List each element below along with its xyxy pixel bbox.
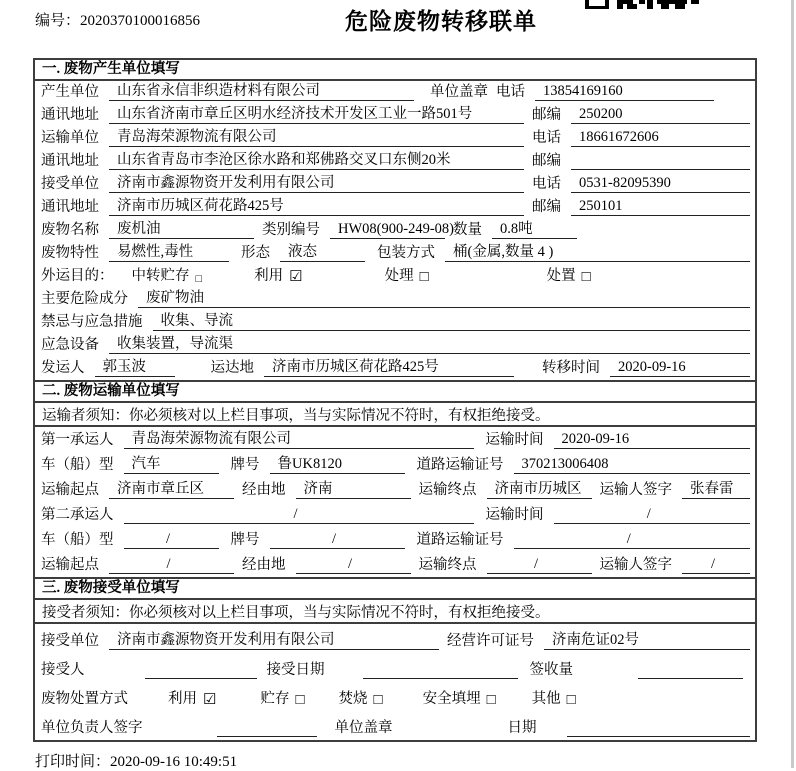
traits-value: 易燃性,毒性 bbox=[109, 240, 229, 262]
transport-time-label: 运输时间 bbox=[485, 432, 544, 448]
purpose-option-label: 处理 bbox=[384, 268, 414, 284]
print-time-label: 打印时间： bbox=[35, 754, 111, 770]
checkbox-treat: □ bbox=[419, 269, 429, 285]
row-hazard bbox=[35, 288, 755, 311]
road-permit1-value: 370213006408 bbox=[514, 456, 751, 474]
route-start-label: 运输起点 bbox=[41, 557, 99, 573]
row-vehicle-2 bbox=[35, 527, 755, 552]
producer-label: 产生单位 bbox=[41, 84, 99, 100]
page-title: 危险废物转移联单 bbox=[345, 9, 537, 34]
vehicle-type1-value: 汽车 bbox=[124, 452, 219, 474]
row-route-1 bbox=[35, 477, 755, 502]
receiver-notice: 接受者须知：你必须核对以上栏目事项，当与实际情况不符时，有权拒绝接受。 bbox=[35, 600, 755, 624]
row-responsible-sign bbox=[35, 711, 755, 740]
serial-label: 编号： bbox=[35, 13, 81, 29]
producer-phone-value: 13854169160 bbox=[535, 83, 714, 101]
purpose-option-label: 处置 bbox=[546, 268, 576, 284]
taboo-value: 收集、导流 bbox=[153, 309, 751, 331]
row-receiver-address bbox=[35, 196, 755, 219]
address-label: 通讯地址 bbox=[41, 199, 99, 215]
form-label: 形态 bbox=[241, 245, 270, 261]
row-carrier-2 bbox=[35, 502, 755, 527]
address-label: 通讯地址 bbox=[41, 107, 99, 123]
receive-person-value bbox=[145, 662, 257, 679]
checkbox-utilize-checked: ☑ bbox=[203, 692, 217, 708]
carrier-sign2-value: / bbox=[682, 556, 750, 574]
route-start1-value: 济南市章丘区 bbox=[109, 477, 234, 499]
phone-label: 电话 bbox=[532, 176, 561, 192]
row-waste-name bbox=[35, 219, 755, 242]
vehicle-type-label: 车（船）型 bbox=[41, 532, 114, 548]
disposal-label: 废物处置方式 bbox=[41, 691, 128, 707]
waste-qty-label: 数量 bbox=[453, 222, 482, 238]
receiver-value: 济南市鑫源物资开发利用有限公司 bbox=[109, 171, 524, 193]
road-permit-label: 道路运输证号 bbox=[416, 457, 504, 473]
checkbox-dispose: □ bbox=[581, 269, 591, 285]
section-producer-title: 一. 废物产生单位填写 bbox=[35, 60, 755, 81]
vehicle-type-label: 车（船）型 bbox=[41, 457, 114, 473]
route-via-label: 经由地 bbox=[242, 557, 286, 573]
plate-label: 牌号 bbox=[230, 532, 260, 548]
phone-label: 电话 bbox=[496, 84, 525, 100]
route-start-label: 运输起点 bbox=[41, 482, 99, 498]
transport-time-label: 运输时间 bbox=[485, 507, 544, 523]
business-permit-value: 济南危证02号 bbox=[544, 628, 750, 650]
transport-time2-value: / bbox=[554, 506, 751, 524]
receive-unit-label: 接受单位 bbox=[41, 633, 99, 649]
transporter-phone-value: 18661672606 bbox=[571, 129, 750, 147]
window-edge bbox=[791, 0, 794, 768]
section-transport bbox=[35, 403, 755, 577]
producer-value: 山东省永信非织造材料有限公司 bbox=[109, 79, 414, 101]
receiver-label: 接受单位 bbox=[41, 176, 99, 192]
sender-label: 发运人 bbox=[41, 360, 85, 376]
transfer-time-value: 2020-09-16 bbox=[610, 359, 750, 377]
receive-date-label: 接受日期 bbox=[266, 662, 325, 678]
producer-zip-group bbox=[532, 103, 750, 124]
row-producer-address bbox=[35, 104, 755, 127]
route-via1-value: 济南 bbox=[296, 477, 411, 499]
row-receipt bbox=[35, 653, 755, 682]
carrier2-label: 第二承运人 bbox=[41, 507, 114, 523]
producer-zip-value: 250200 bbox=[571, 106, 750, 124]
row-waste-traits bbox=[35, 242, 755, 265]
route-via-label: 经由地 bbox=[242, 482, 286, 498]
zip-label: 邮编 bbox=[532, 107, 561, 123]
hazard-value: 废矿物油 bbox=[138, 286, 750, 308]
checkbox-store: □ bbox=[295, 692, 305, 708]
receiver-address-value: 济南市历城区荷花路425号 bbox=[109, 194, 524, 216]
transporter-zip-value bbox=[571, 153, 750, 170]
producer-address-value: 山东省济南市章丘区明水经济技术开发区工业一路501号 bbox=[109, 102, 524, 124]
disposal-option-label: 利用 bbox=[168, 691, 197, 707]
waste-code-label: 类别编号 bbox=[262, 222, 320, 238]
traits-label: 废物特性 bbox=[41, 245, 99, 261]
date-label: 日期 bbox=[507, 720, 537, 736]
route-end-label: 运输终点 bbox=[418, 557, 477, 573]
packing-value: 桶(金属,数量 4 ) bbox=[445, 240, 750, 262]
purpose-label: 外运目的： bbox=[41, 268, 114, 284]
destination-value: 济南市历城区荷花路425号 bbox=[264, 355, 514, 377]
transporter-zip-group bbox=[532, 149, 750, 170]
hazard-label: 主要危险成分 bbox=[41, 291, 128, 307]
checkbox-utilize-checked: ☑ bbox=[289, 269, 303, 285]
row-taboo bbox=[35, 311, 755, 334]
checkbox-incinerate: □ bbox=[373, 692, 383, 708]
checkbox-landfill: □ bbox=[486, 692, 496, 708]
section-producer bbox=[35, 81, 755, 380]
responsible-sign-value bbox=[217, 720, 317, 737]
transporter-label: 运输单位 bbox=[41, 130, 99, 146]
row-disposal bbox=[35, 682, 755, 711]
disposal-option-label: 其他 bbox=[531, 691, 561, 707]
vehicle-type2-value: / bbox=[124, 531, 219, 549]
carrier-sign-label: 运输人签字 bbox=[599, 482, 672, 498]
waste-qty-value: 0.8吨 bbox=[492, 217, 577, 239]
row-receive-unit bbox=[35, 624, 755, 653]
waste-code-value: HW08(900-249-08) bbox=[330, 221, 445, 239]
route-end1-value: 济南市历城区 bbox=[487, 477, 592, 499]
disposal-option-label: 安全填埋 bbox=[422, 691, 481, 707]
section-receive-title: 三. 废物接受单位填写 bbox=[35, 577, 755, 600]
route-end-label: 运输终点 bbox=[418, 482, 477, 498]
checkbox-transfer-storage: □ bbox=[195, 273, 203, 285]
row-dispatch bbox=[35, 357, 755, 380]
receiver-zip-value: 250101 bbox=[571, 198, 750, 216]
transporter-address-value: 山东省青岛市李沧区徐水路和郑佛路交叉口东侧20米 bbox=[109, 148, 524, 170]
serial-value: 2020370100016856 bbox=[80, 13, 201, 29]
row-receiver bbox=[35, 173, 755, 196]
receiver-phone-group bbox=[532, 172, 750, 193]
disposal-option-label: 贮存 bbox=[260, 691, 290, 707]
carrier1-label: 第一承运人 bbox=[41, 432, 114, 448]
business-permit-label: 经营许可证号 bbox=[447, 633, 534, 649]
transport-time1-value: 2020-09-16 bbox=[554, 431, 751, 449]
producer-phone-group bbox=[496, 80, 714, 101]
unit-seal-label: 单位盖章 bbox=[430, 84, 488, 100]
receiver-phone-value: 0531-82095390 bbox=[571, 175, 750, 193]
checkbox-other: □ bbox=[566, 692, 576, 708]
equipment-label: 应急设备 bbox=[41, 337, 99, 353]
plate1-value: 鲁UK8120 bbox=[270, 452, 405, 474]
plate2-value: / bbox=[270, 531, 405, 549]
route-start2-value: / bbox=[109, 556, 234, 574]
transporter-phone-group bbox=[532, 126, 750, 147]
zip-label: 邮编 bbox=[532, 199, 561, 215]
section-transport-title: 二. 废物运输单位填写 bbox=[35, 380, 755, 403]
transporter-notice: 运输者须知：你必须核对以上栏目事项，当与实际情况不符时，有权拒绝接受。 bbox=[35, 403, 755, 427]
purpose-option-label: 利用 bbox=[254, 268, 284, 284]
form-value: 液态 bbox=[280, 240, 365, 262]
date-value bbox=[567, 720, 751, 737]
qr-code-fragment bbox=[585, 0, 700, 10]
carrier-sign-label: 运输人签字 bbox=[599, 557, 672, 573]
signed-amount-value bbox=[638, 662, 743, 679]
print-time-value: 2020-09-16 10:49:51 bbox=[110, 754, 238, 770]
phone-label: 电话 bbox=[532, 130, 561, 146]
row-carrier-1 bbox=[35, 427, 755, 452]
responsible-sign-label: 单位负责人签字 bbox=[41, 720, 143, 736]
address-label: 通讯地址 bbox=[41, 153, 99, 169]
receive-unit-value: 济南市鑫源物资开发利用有限公司 bbox=[109, 628, 439, 650]
transporter-value: 青岛海荣源物流有限公司 bbox=[109, 125, 524, 147]
row-purpose bbox=[35, 265, 755, 288]
route-end2-value: / bbox=[487, 556, 592, 574]
waste-name-value: 废机油 bbox=[109, 217, 254, 239]
carrier1-value: 青岛海荣源物流有限公司 bbox=[124, 427, 474, 449]
equipment-value: 收集装置，导流渠 bbox=[109, 332, 750, 354]
transfer-form bbox=[33, 58, 757, 742]
road-permit2-value: / bbox=[514, 531, 751, 549]
row-equipment bbox=[35, 334, 755, 357]
route-via2-value: / bbox=[296, 556, 411, 574]
signed-amount-label: 签收量 bbox=[529, 662, 573, 678]
receive-person-label: 接受人 bbox=[41, 662, 85, 678]
road-permit-label: 道路运输证号 bbox=[416, 532, 504, 548]
row-vehicle-1 bbox=[35, 452, 755, 477]
row-route-2 bbox=[35, 552, 755, 577]
carrier-sign1-value: 张春雷 bbox=[682, 477, 750, 499]
purpose-option-label: 中转贮存 bbox=[131, 268, 190, 284]
carrier2-value: / bbox=[124, 506, 474, 524]
receiver-zip-group bbox=[532, 195, 750, 216]
waste-name-label: 废物名称 bbox=[41, 222, 99, 238]
disposal-option-label: 焚烧 bbox=[338, 691, 368, 707]
destination-label: 运达地 bbox=[210, 360, 254, 376]
zip-label: 邮编 bbox=[532, 153, 561, 169]
receive-date-value bbox=[363, 662, 518, 679]
plate-label: 牌号 bbox=[230, 457, 260, 473]
taboo-label: 禁忌与应急措施 bbox=[41, 314, 143, 330]
section-receive bbox=[35, 600, 755, 740]
sender-value: 郭玉波 bbox=[95, 355, 175, 377]
row-transporter-address bbox=[35, 150, 755, 173]
row-transporter bbox=[35, 127, 755, 150]
packing-label: 包装方式 bbox=[377, 245, 435, 261]
transfer-time-label: 转移时间 bbox=[542, 360, 600, 376]
row-producer bbox=[35, 81, 755, 104]
unit-seal-label: 单位盖章 bbox=[334, 720, 393, 736]
